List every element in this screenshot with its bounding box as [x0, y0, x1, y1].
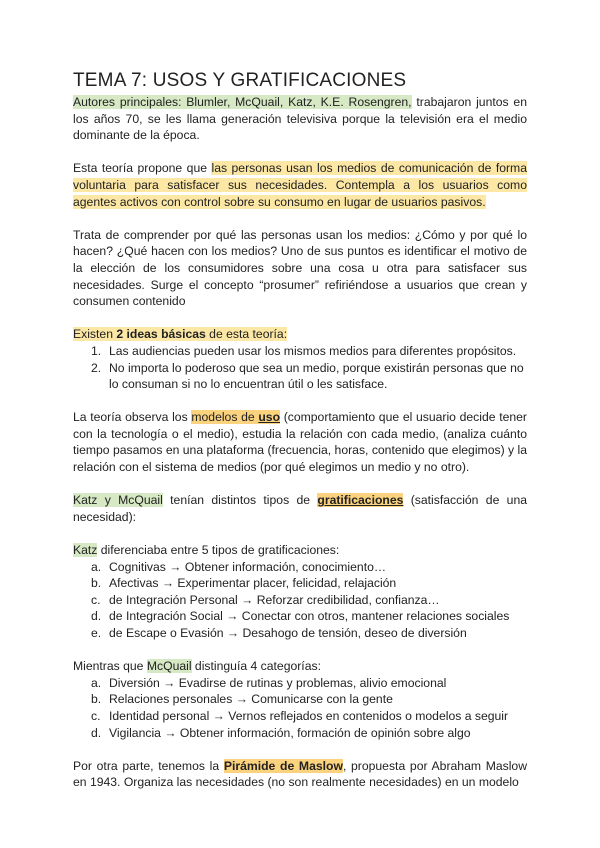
mcquail-highlight: McQuail — [146, 659, 192, 674]
list-item — [73, 360, 527, 393]
list-item — [73, 559, 527, 576]
katz-heading — [73, 542, 527, 559]
mcquail-list — [73, 675, 527, 741]
list-marker: c. — [91, 592, 101, 607]
list-item-text: de Integración Personal → Reforzar credibilidad, confianza… — [109, 592, 440, 607]
gratifications-rest: (satisfacción de una necesidad): — [73, 493, 528, 524]
list-item — [73, 625, 527, 642]
list-marker: 2. — [91, 360, 102, 375]
list-item-text: Vigilancia → Obtener información, formación de opinión sobre algo — [109, 725, 471, 740]
list-item-text: Identidad personal → Vernos reflejados en contenidos o modelos a seguir — [109, 708, 509, 723]
list-item-text: Las audiencias pueden usar los mismos medios para diferentes propósitos. — [109, 343, 517, 358]
list-item-text: Relaciones personales → Comunicarse con la gente — [109, 692, 393, 707]
list-item — [73, 725, 527, 742]
list-marker: d. — [91, 725, 102, 740]
usage-rest: (comportamiento que el usuario decide tener con la tecnología o el medio), estudia la relación con cada medio, (analiza cuánto tiempo pasamos en una plataforma (frecuencia, horas, contenido que elegimos) y la relación con el sistema de medios (por qué elegimos un medio y no otro). — [73, 410, 527, 475]
ideas-list — [73, 343, 527, 393]
list-item-text: de Escape o Evasión → Desahogo de tensión, deseo de diversión — [109, 626, 467, 640]
ideas-heading — [73, 326, 527, 343]
purpose-paragraph: Trata de comprender por qué las personas usan los medios: ¿Cómo y por qué lo hacen? ¿Qué hacen con los medios? Uno de sus puntos es identificar el motivo de la elección de los consumidores sobre una cosa u otra para satisfacer sus necesidades. Surge el concepto “prosumer” refiriéndose a usuarios que crean y consumen contenido — [73, 227, 527, 309]
maslow-rest: , propuesta por Abraham Maslow en 1943. Organiza las necesidades (no son realmente necesidades) en un modelo — [73, 758, 528, 790]
list-item-text: de Integración Social → Conectar con otros, mantener relaciones sociales — [109, 609, 510, 624]
list-marker: c. — [91, 708, 101, 723]
authors-text: trabajaron juntos en los años 70, se les llama generación televisiva porque la televisión era el medio dominante de la época. — [73, 95, 527, 143]
page-title: TEMA 7: USOS Y GRATIFICACIONES — [73, 70, 407, 91]
list-item — [73, 691, 527, 708]
ideas-bold: 2 ideas básicas — [116, 327, 206, 342]
list-marker: e. — [91, 626, 102, 640]
maslow-pre: Por otra parte, tenemos la — [73, 758, 224, 773]
list-item — [73, 708, 527, 725]
gratifications-mid: tenían distintos tipos de — [162, 493, 318, 508]
theory-intro: Esta teoría propone que — [73, 161, 212, 176]
katz-rest: diferenciaba entre 5 tipos de gratificaciones: — [97, 543, 340, 558]
theory-paragraph — [73, 160, 527, 210]
usage-keyword: uso — [258, 410, 281, 425]
list-item-text: Cognitivas → Obtener información, conocimiento… — [109, 559, 387, 574]
mcquail-heading — [73, 658, 527, 675]
mcquail-rest: distinguía 4 categorías: — [191, 659, 321, 674]
authors-paragraph — [73, 94, 527, 144]
list-marker: a. — [91, 559, 102, 574]
katz-list — [73, 559, 527, 642]
list-item — [73, 575, 527, 592]
maslow-paragraph — [73, 758, 527, 791]
list-marker: a. — [91, 675, 102, 690]
list-item — [73, 675, 527, 692]
maslow-keyword: Pirámide de Maslow — [223, 758, 343, 773]
list-marker: b. — [91, 576, 102, 591]
list-item-text: Afectivas → Experimentar placer, felicidad, relajación — [109, 576, 397, 591]
list-item — [73, 608, 527, 625]
list-item-text: No importa lo poderoso que sea un medio, porque existirán personas que no lo consuman si no lo encuentran útil o les satisface. — [109, 360, 524, 392]
list-item — [73, 343, 527, 360]
theory-highlight: las personas usan los medios de comunicación de forma voluntaria para satisfacer sus necesidades. Contempla a los usuarios como agentes activos con control sobre su consumo en lugar de usuarios pasivos. — [73, 161, 527, 209]
list-marker: d. — [91, 609, 102, 624]
mcquail-pre: Mientras que — [73, 659, 147, 674]
list-marker: 1. — [91, 343, 102, 358]
authors-highlight: Autores principales: Blumler, McQuail, Katz, K.E. Rosengren, — [73, 95, 412, 109]
usage-pre: La teoría observa los — [73, 410, 192, 425]
list-marker: b. — [91, 692, 102, 707]
list-item-text: Diversión → Evadirse de rutinas y problemas, alivio emocional — [109, 675, 447, 690]
gratifications-authors: Katz y McQuail — [73, 493, 163, 508]
ideas-pre: Existen — [73, 327, 117, 342]
list-item — [73, 592, 527, 609]
usage-models-paragraph — [73, 409, 527, 475]
katz-highlight: Katz — [73, 543, 98, 558]
ideas-post: de esta teoría: — [205, 327, 288, 342]
usage-highlight: modelos de — [191, 410, 259, 425]
gratifications-paragraph — [73, 492, 527, 525]
gratifications-keyword: gratificaciones — [317, 493, 404, 508]
